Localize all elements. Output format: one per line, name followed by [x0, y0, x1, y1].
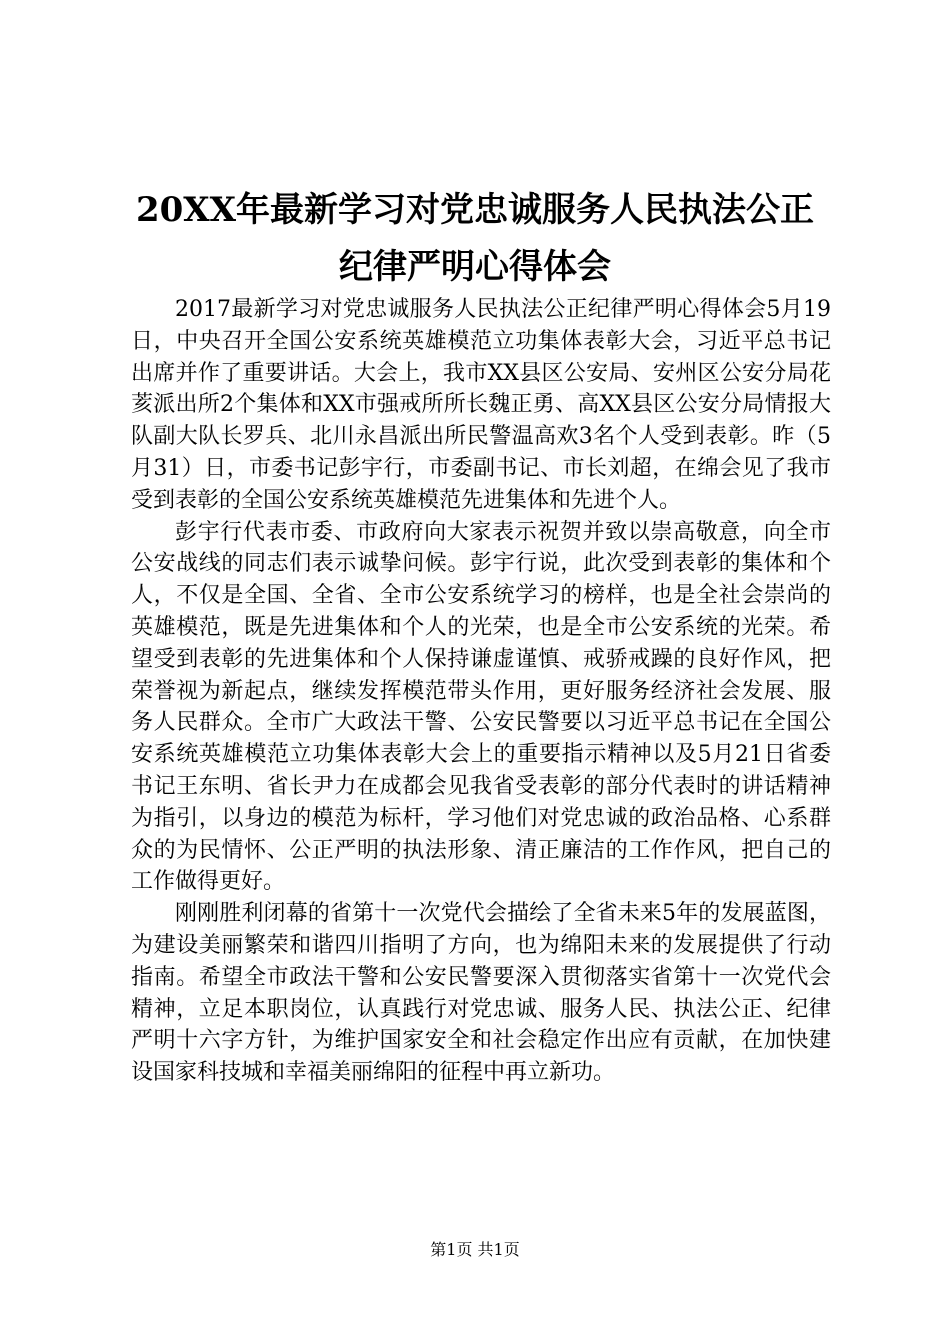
paragraph-2: 彭宇行代表市委、市政府向大家表示祝贺并致以崇高敬意，向全市公安战线的同志们表示诚挚问候。彭宇行说，此次受到表彰的集体和个人，不仅是全国、全省、全市公安系统学习的榜样，也是全社会崇尚的英雄模范，既是先进集体和个人的光荣，也是全市公安系统的光荣。希望受到表彰的先进集体和个人保持谦虚谨慎、戒骄戒躁的良好作风，把荣誉视为新起点，继续发挥模范带头作用，更好服务经济社会发展、服务人民群众。全市广大政法干警、公安民警要以习近平总书记在全国公安系统英雄模范立功集体表彰大会上的重要指示精神以及5月21日省委书记王东明、省长尹力在成都会见我省受表彰的部分代表时的讲话精神为指引，以身边的模范为标杆，学习他们对党忠诚的政治品格、心系群众的为民情怀、公正严明的执法形象、清正廉洁的工作作风，把自己的工作做得更好。: [131, 519, 831, 895]
paragraph-3: 刚刚胜利闭幕的省第十一次党代会描绘了全省未来5年的发展蓝图，为建设美丽繁荣和谐四川指明了方向，也为绵阳未来的发展提供了行动指南。希望全市政法干警和公安民警要深入贯彻落实省第十一次党代会精神，立足本职岗位，认真践行对党忠诚、服务人民、执法公正、纪律严明十六字方针，为维护国家安全和社会稳定作出应有贡献，在加快建设国家科技城和幸福美丽绵阳的征程中再立新功。: [131, 901, 831, 1086]
document-body: [131, 294, 831, 1089]
page-number-footer: 第1页 共1页: [430, 1240, 520, 1259]
document-title-line-2: 纪律严明心得体会: [339, 247, 611, 287]
document-title-line-1: 20XX年最新学习对党忠诚服务人民执法公正: [135, 190, 815, 230]
paragraph-1: 2017最新学习对党忠诚服务人民执法公正纪律严明心得体会5月19日，中央召开全国公安系统英雄模范立功集体表彰大会，习近平总书记出席并作了重要讲话。大会上，我市XX县区公安局、安州区公安分局花荄派出所2个集体和XX市强戒所所长魏正勇、高XX县区公安分局情报大队副大队长罗兵、北川永昌派出所民警温高欢3名个人受到表彰。昨（5月31）日，市委书记彭宇行，市委副书记、市长刘超，在绵会见了我市受到表彰的全国公安系统英雄模范先进集体和先进个人。: [131, 297, 831, 513]
